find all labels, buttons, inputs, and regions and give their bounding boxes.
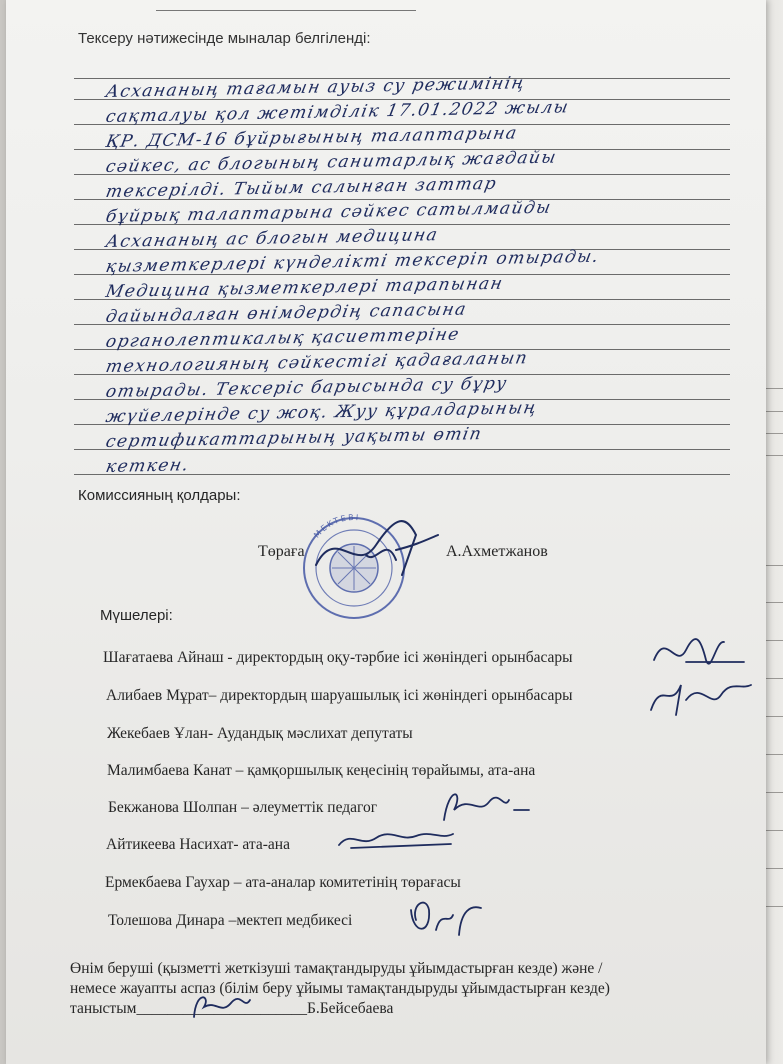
footer-line-1: Өнім беруші (қызметті жеткізуші тамақтандыруды ұйымдастырған кезде) және /	[70, 960, 603, 977]
member-signature-icon	[331, 820, 461, 860]
handwritten-line: қызметкерлері күнделікті тексеріп отырады.	[104, 246, 602, 277]
chair-name: А.Ахметжанов	[446, 543, 548, 560]
acknowledged-label: таныстым	[70, 1000, 137, 1017]
handwritten-line: сертификаттарының уақыты өтіп	[104, 424, 485, 452]
member-line: Шағатаева Айнаш - директордың оқу-тәрбие ісі жөніндегі орынбасары	[103, 649, 573, 666]
handwritten-line: Асхананың тағамын ауыз су режимінің	[104, 73, 528, 102]
handwritten-line: Медицина қызметкерлері тарапынан	[104, 273, 506, 302]
handwritten-line: жүйелерінде су жоқ. Жуу құралдарының	[104, 398, 540, 427]
handwritten-line: сәйкес, ас блогының санитарлық жағдайы	[104, 147, 559, 177]
handwritten-line: органолептикалық қасиеттеріне	[104, 324, 462, 352]
top-edge-remnant	[156, 0, 416, 11]
handwritten-line: дайындалған өнімдердің сапасына	[104, 299, 469, 327]
member-signature-icon	[401, 890, 491, 945]
handwritten-line: кеткен.	[104, 455, 192, 477]
handwritten-line: ҚР. ДСМ-16 бұйрығының талаптарына	[104, 123, 520, 152]
member-line: Алибаев Мұрат– директордың шаруашылық ісі жөніндегі орынбасары	[106, 687, 573, 704]
handwritten-line: тексерілді. Тыйым салынған заттар	[104, 173, 499, 202]
handwritten-line: бұйрық талаптарына сәйкес сатылмайды	[104, 197, 554, 227]
commission-label: Комиссияның қолдары:	[78, 487, 241, 504]
cook-signature-icon	[186, 985, 256, 1025]
footer-line-2: немесе жауапты аспаз (білім беру ұйымы тамақтандыруды ұйымдастырған кезде)	[70, 980, 610, 997]
member-line: Жекебаев Ұлан- Аудандық мәслихат депутаты	[107, 725, 413, 742]
chair-role: Төраға	[258, 543, 305, 560]
member-line: Бекжанова Шолпан – әлеуметтік педагог	[108, 799, 378, 816]
member-line: Малимбаева Канат – қамқоршылық кеңесінің төрайымы, ата-ана	[107, 762, 536, 779]
seal-text: MEKTEBI	[312, 512, 361, 540]
handwritten-line: сақталуы қол жетімділік 17.01.2022 жылы	[104, 97, 571, 127]
members-label: Мүшелері:	[100, 607, 173, 624]
signature-blank: ______________________	[136, 1000, 307, 1017]
member-line: Айтикеева Насихат- ата-ана	[106, 836, 290, 853]
cook-name: Б.Бейсебаева	[306, 1000, 394, 1017]
handwritten-line: технологияның сәйкестігі қадағаланып	[104, 348, 530, 377]
member-signature-icon	[646, 670, 756, 720]
chair-signature-icon	[306, 505, 446, 585]
handwritten-line: отырады. Тексеріс барысында су бұру	[104, 373, 510, 402]
member-line: Ермекбаева Гаухар – ата-аналар комитетінің төрағасы	[105, 874, 461, 891]
member-line: Толешова Динара –мектеп медбикесі	[108, 912, 353, 929]
handwritten-line: Асхананың ас блогын медицина	[104, 225, 441, 252]
document-page	[6, 0, 766, 1064]
inspection-header: Тексеру нәтижесінде мыналар белгіленді:	[78, 30, 371, 47]
